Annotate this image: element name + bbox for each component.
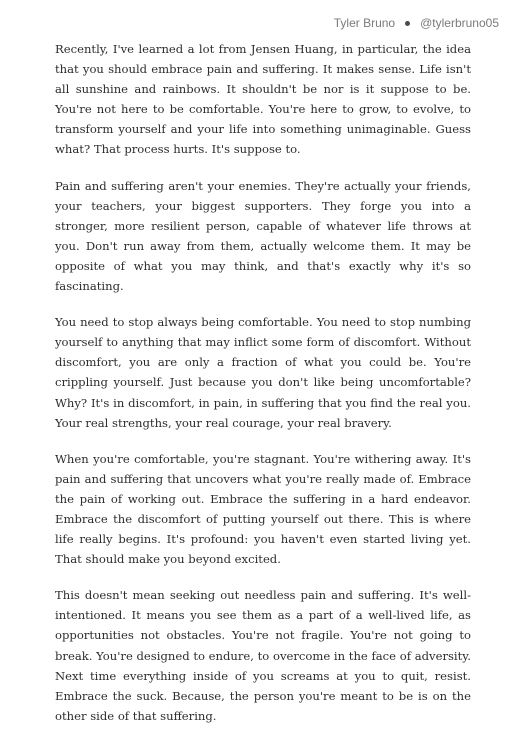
paragraph-4: When you're comfortable, you're stagnant. You're withering away. It's pain and suffering that uncovers what you're really made of. Embrace the pain of working out. Embrace the suffering in a hard endeavor. Embrace the discomfort of putting yourself out there. This is where life really begins. It's profound: you haven't even started living yet. That should make you beyond excited. [55, 451, 471, 567]
byline [334, 16, 499, 30]
article-body [55, 39, 471, 742]
author-name: Tyler Bruno [333, 16, 396, 30]
paragraph-2: Pain and suffering aren't your enemies. They're actually your friends, your teachers, your biggest supporters. They forge you into a stronger, more resilient person, capable of whatever life throws at you. Don't run away from them, actually welcome them. It may be opposite of what you may think, and that's exactly why it's so fascinating. [55, 178, 471, 294]
author-handle: @tylerbruno05 [420, 16, 499, 30]
separator-dot [405, 21, 410, 26]
paragraph-1: Recently, I've learned a lot from Jensen Huang, in particular, the idea that you should embrace pain and suffering. It makes sense. Life isn't all sunshine and rainbows. It shouldn't be nor is it suppose to be. You're not here to be comfortable. You're here to grow, to evolve, to transform yourself and your life into something unimaginable. Guess what? That process hurts. It's suppose to. [55, 42, 471, 157]
paragraph-3: You need to stop always being comfortable. You need to stop numbing yourself to anything that may inflict some form of discomfort. Without discomfort, you are only a fraction of what you could be. You're crippling yourself. Just because you don't like being uncomfortable? Why? It's in discomfort, in pain, in suffering that you find the real you. Your real strengths, your real courage, your real bravery. [55, 315, 471, 430]
paragraph-5: This doesn't mean seeking out needless pain and suffering. It's well-intentioned. It means you see them as a part of a well-lived life, as opportunities not obstacles. You're not fragile. You're not going to break. You're designed to endure, to overcome in the face of adversity. Next time everything inside of you screams at you to quit, resist. Embrace the suck. Because, the person you're meant to be is on the other side of that suffering. [55, 588, 471, 723]
